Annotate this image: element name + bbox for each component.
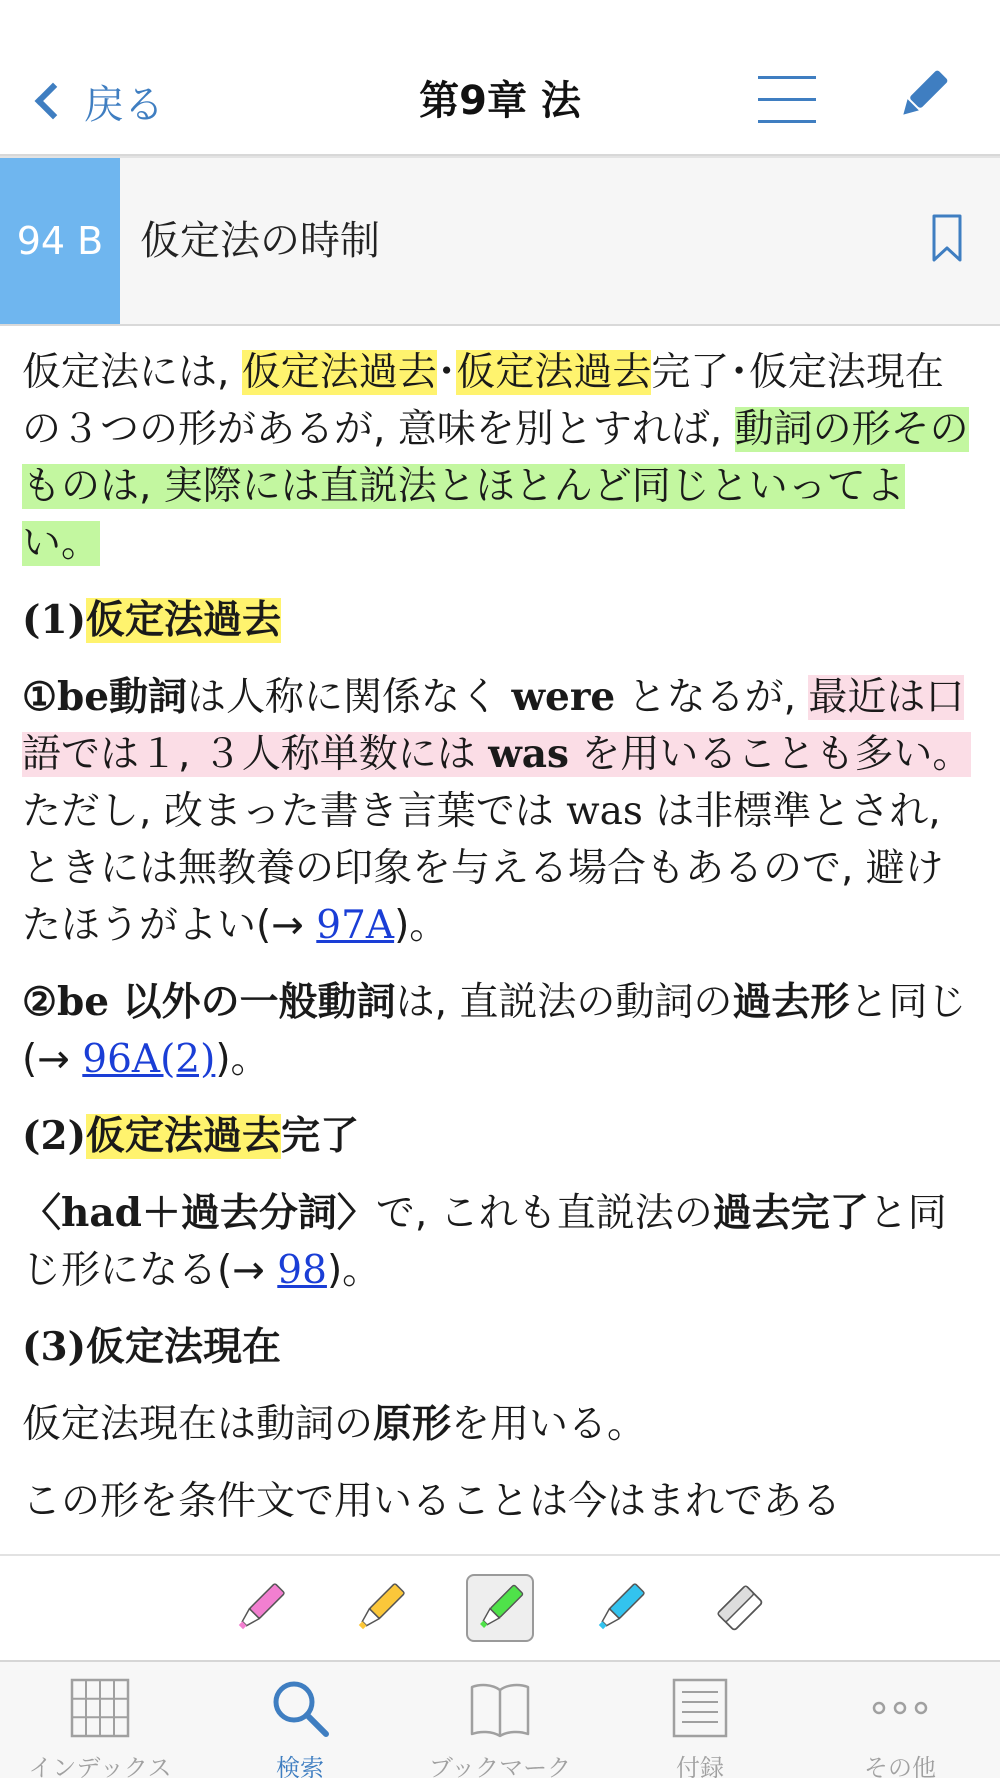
pen-icon[interactable] [890, 66, 952, 128]
tab-appendix[interactable] [600, 1662, 800, 1778]
section-header [0, 156, 1000, 326]
navigation-bar [0, 0, 1000, 156]
subheading-1: (1)仮定法過去 [22, 597, 282, 643]
tab-label: 検索 [276, 1754, 324, 1778]
tab-bookmark[interactable] [400, 1662, 600, 1778]
highlight-pink: 最近は口語では１, ３人称単数には was を用いることも多い。 [22, 675, 972, 777]
section-title: 仮定法の時制 [140, 218, 380, 264]
chevron-left-icon [35, 83, 72, 120]
link-98[interactable]: 98 [277, 1248, 327, 1293]
green-highlighter-icon[interactable] [466, 1574, 534, 1642]
hamburger-menu-icon[interactable] [758, 76, 816, 124]
intro-paragraph: 仮定法には, 仮定法過去･仮定法過去完了･仮定法現在の３つの形があるが, 意味を別とすれば, 動詞の形そのものは, 実際には直説法とほとんど同じといってよい。 [22, 350, 969, 566]
bookmark-icon[interactable] [932, 214, 962, 262]
highlight-green: 動詞の形そのものは, 実際には直説法とほとんど同じといってよい。 [22, 407, 969, 566]
link-96a-2[interactable]: 96A(2) [82, 1037, 216, 1082]
paragraph-general-verb: ②be 以外の一般動詞は, 直説法の動詞の過去形と同じ(→ 96A(2))。 [22, 979, 967, 1082]
blue-highlighter-icon[interactable] [586, 1574, 654, 1642]
tab-search[interactable] [200, 1662, 400, 1778]
highlight-yellow: 仮定法過去 [86, 598, 282, 643]
back-label: 戻る [84, 81, 164, 128]
tab-bar [0, 1660, 1000, 1778]
back-button[interactable] [26, 74, 164, 128]
highlight-yellow: 仮定法過去 [241, 350, 437, 395]
section-number-badge: 94 B [0, 158, 120, 324]
tab-label: インデックス [28, 1754, 172, 1778]
tab-label: ブックマーク [428, 1754, 572, 1778]
highlight-yellow: 仮定法過去 [86, 1114, 282, 1159]
subheading-2: (2)仮定法過去完了 [22, 1113, 360, 1159]
paragraph-past-perfect: 〈had＋過去分詞〉で, これも直説法の過去完了と同じ形になる(→ 98)。 [22, 1190, 947, 1293]
document-icon [670, 1678, 730, 1738]
eraser-icon[interactable] [706, 1574, 774, 1642]
highlight-yellow: 仮定法過去 [456, 350, 652, 395]
tab-label: 付録 [676, 1754, 724, 1778]
page-title: 第9章 法 [419, 78, 581, 124]
more-icon [870, 1678, 930, 1738]
book-icon [470, 1678, 530, 1738]
paragraph-condition: この形を条件文で用いることは今はまれである [22, 1479, 842, 1524]
search-icon [270, 1678, 330, 1738]
yellow-highlighter-icon[interactable] [346, 1574, 414, 1642]
pink-highlighter-icon[interactable] [226, 1574, 294, 1642]
tab-index[interactable] [0, 1662, 200, 1778]
subheading-3: (3)仮定法現在 [22, 1324, 282, 1370]
grid-icon [70, 1678, 130, 1738]
tab-more[interactable] [800, 1662, 1000, 1778]
highlighter-toolbar [0, 1554, 1000, 1660]
paragraph-be-verb: ①be動詞は人称に関係なく were となるが, 最近は口語では１, ３人称単数には was を用いることも多い。ただし, 改まった書き言葉では was は非標準とされ, ときには無教養の印象を与える場合もあるので, 避けたほうがよい(→ 97A)。 [22, 674, 972, 948]
tab-label: その他 [864, 1754, 936, 1778]
paragraph-present: 仮定法現在は動詞の原形を用いる。 [22, 1402, 647, 1447]
link-97a[interactable]: 97A [316, 903, 395, 948]
content-area[interactable] [22, 344, 980, 1554]
